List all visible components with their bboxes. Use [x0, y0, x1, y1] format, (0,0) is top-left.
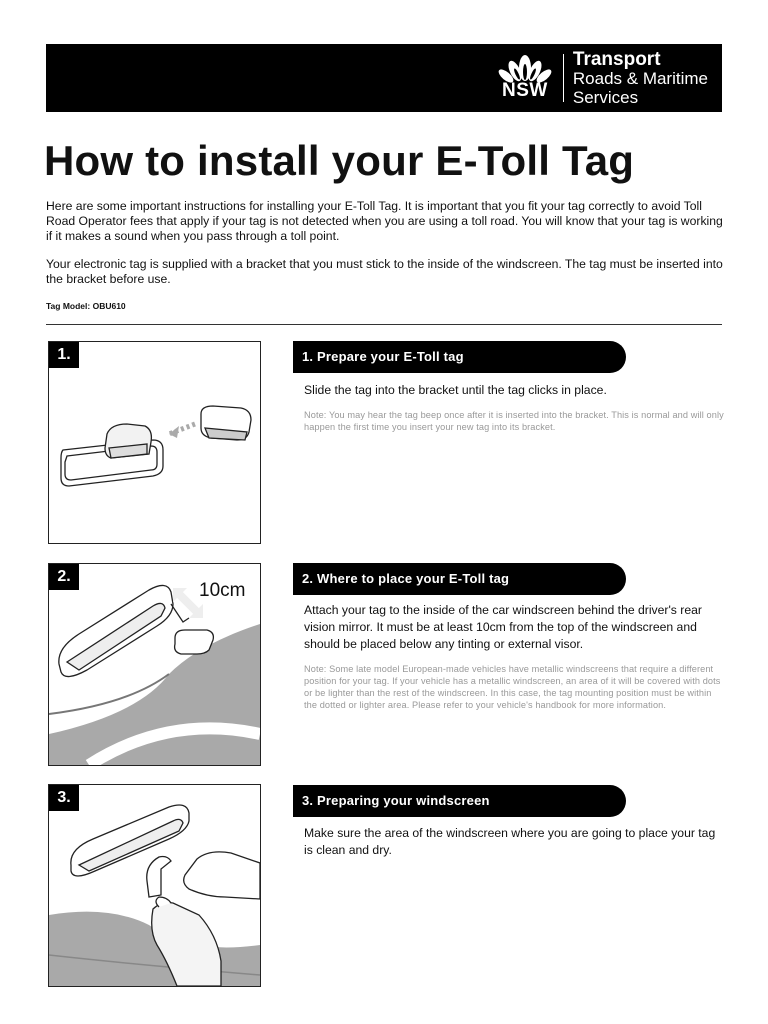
step-2-number: 2. [49, 564, 79, 590]
header-banner [46, 44, 722, 112]
logo-divider [563, 54, 564, 102]
agency-name [573, 50, 708, 107]
step-1-illustration [48, 341, 261, 544]
intro-paragraph-1: Here are some important instructions for installing your E-Toll Tag. It is important that you fit your tag correctly to avoid Toll Road Operator fees that apply if your tag is not detected when you are using a toll road. You will know that your tag is working if it makes a sound when you pass through a toll point. [46, 199, 723, 243]
clean-windscreen-illustration [49, 785, 260, 986]
nsw-wordmark: NSW [501, 80, 548, 101]
step-1-heading: 1. Prepare your E-Toll tag [293, 341, 626, 373]
step-3-illustration [48, 784, 261, 987]
step-1-body: Slide the tag into the bracket until the tag clicks in place. [304, 383, 607, 397]
page-title: How to install your E-Toll Tag [44, 137, 635, 184]
step-3-number: 3. [49, 785, 79, 811]
waratah-flower-icon [495, 52, 555, 104]
agency-line-3: Services [572, 87, 639, 107]
agency-line-1: Transport [572, 48, 661, 70]
step-2-illustration [48, 563, 261, 766]
step-3-body: Make sure the area of the windscreen where you are going to place your tag is clean and dry. [304, 826, 716, 857]
tag-model: Tag Model: OBU610 [46, 301, 126, 311]
intro-text [46, 199, 726, 300]
step-1-note: Note: You may hear the tag beep once after it is inserted into the bracket. This is normal and will only happen the first time you insert your new tag into its bracket. [304, 410, 724, 432]
step-2-heading: 2. Where to place your E-Toll tag [293, 563, 626, 595]
divider [46, 324, 722, 325]
intro-paragraph-2: Your electronic tag is supplied with a bracket that you must stick to the inside of the windscreen. The tag must be inserted into the bracket before use. [46, 257, 723, 286]
agency-line-2: Roads & Maritime [572, 68, 708, 88]
step-1-number: 1. [49, 342, 79, 368]
step-2-body: Attach your tag to the inside of the car windscreen behind the driver's rear vision mirror. It must be at least 10cm from the top of the windscreen and should be placed below any tinting or external visor. [304, 603, 702, 651]
tag-bracket-illustration [49, 342, 260, 543]
distance-label: 10cm [199, 580, 246, 601]
step-2-note: Note: Some late model European-made vehicles have metallic windscreens that require a different position for your tag. If your vehicle has a metallic windscreen, an area of it will be covered with dots or be lighter than the rest of the windscreen. In this case, the tag mounting position must be within the dotted or lighter area. Please refer to your vehicle's handbook for more information. [304, 664, 721, 710]
nsw-transport-logo [495, 48, 708, 107]
mirror-position-illustration [49, 564, 260, 765]
step-3-heading: 3. Preparing your windscreen [293, 785, 626, 817]
